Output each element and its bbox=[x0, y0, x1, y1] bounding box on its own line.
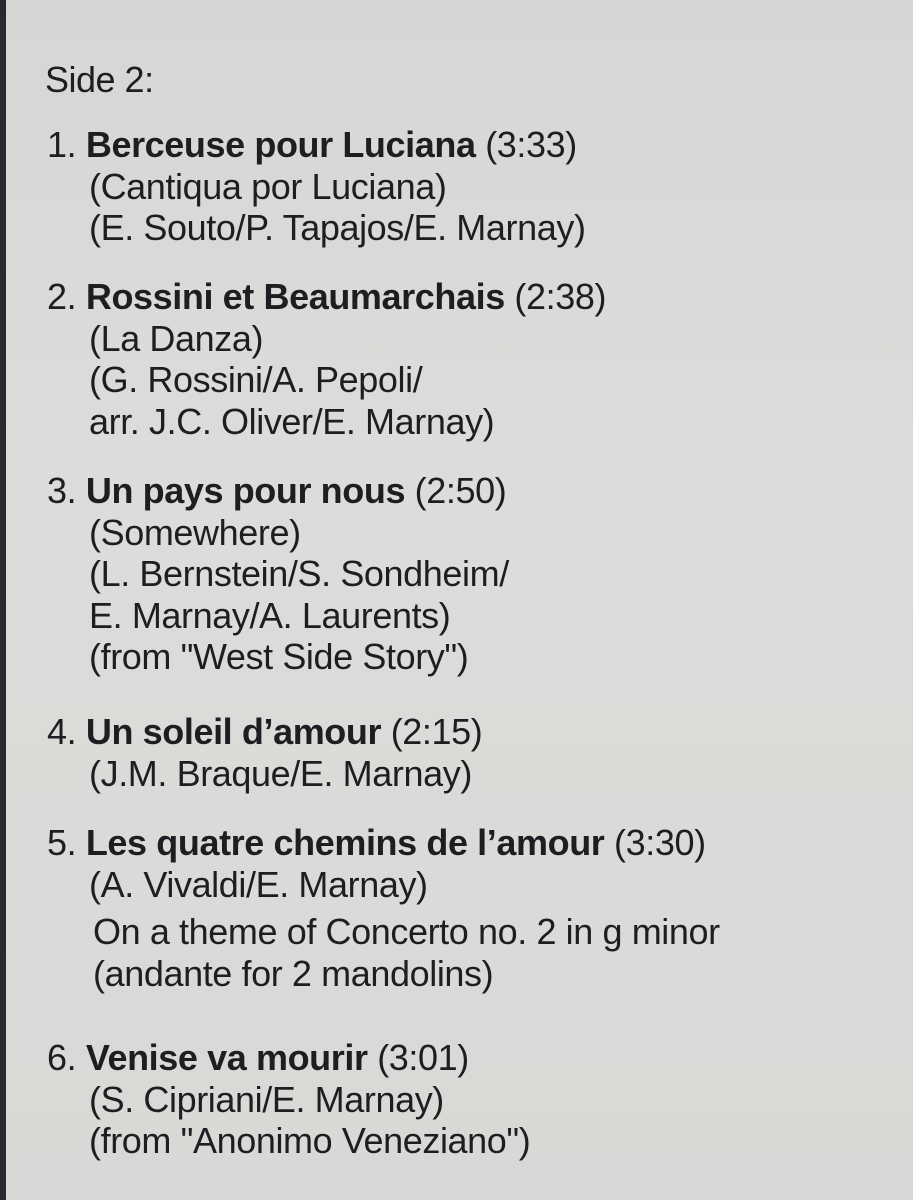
track-4 bbox=[47, 711, 482, 794]
track-note-line: On a theme of Concerto no. 2 in g minor bbox=[93, 911, 720, 952]
track-number: 1. bbox=[47, 124, 77, 165]
track-number: 6. bbox=[47, 1037, 77, 1078]
track-title: Les quatre chemins de l’amour bbox=[85, 822, 615, 863]
track-credit-line: (Cantiqua por Luciana) bbox=[89, 165, 447, 207]
track-duration: (3:30) bbox=[614, 822, 706, 863]
track-credit-line: E. Marnay/A. Laurents) bbox=[89, 594, 451, 636]
track-credit-line: (G. Rossini/A. Pepoli/ bbox=[89, 359, 423, 400]
side-heading: Side 2: bbox=[45, 59, 154, 100]
track-title: Venise va mourir bbox=[85, 1037, 378, 1078]
track-credit-line: (S. Cipriani/E. Marnay) bbox=[89, 1078, 444, 1120]
track-credit-line: (La Danza) bbox=[89, 317, 264, 359]
track-5 bbox=[47, 822, 720, 994]
track-1 bbox=[47, 124, 586, 249]
track-note-line: (andante for 2 mandolins) bbox=[93, 952, 494, 994]
track-credit-line: (J.M. Braque/E. Marnay) bbox=[89, 752, 472, 794]
track-2 bbox=[47, 276, 606, 442]
track-title: Rossini et Beaumarchais bbox=[85, 276, 515, 317]
page-edge bbox=[0, 0, 6, 1200]
track-title-line bbox=[47, 711, 482, 753]
track-duration: (3:01) bbox=[377, 1037, 469, 1078]
track-number: 3. bbox=[47, 470, 77, 511]
track-number: 4. bbox=[47, 711, 77, 752]
track-credit-line: (from "Anonimo Veneziano") bbox=[89, 1120, 531, 1161]
track-credit-line: (A. Vivaldi/E. Marnay) bbox=[89, 863, 428, 905]
track-3 bbox=[47, 470, 509, 678]
track-title-line bbox=[47, 124, 586, 166]
track-number: 5. bbox=[47, 822, 77, 863]
track-credit-line: (from "West Side Story") bbox=[89, 636, 469, 677]
track-duration: (2:15) bbox=[390, 711, 483, 752]
track-duration: (2:38) bbox=[514, 276, 607, 317]
track-6 bbox=[47, 1037, 530, 1162]
track-title: Un pays pour nous bbox=[85, 470, 415, 511]
track-number: 2. bbox=[47, 276, 77, 317]
track-credit-line: (E. Souto/P. Tapajos/E. Marnay) bbox=[89, 207, 586, 248]
track-title-line bbox=[47, 470, 509, 512]
track-duration: (2:50) bbox=[414, 470, 507, 511]
track-title: Berceuse pour Luciana bbox=[85, 124, 486, 165]
track-credit-line: (Somewhere) bbox=[89, 511, 301, 553]
track-title-line bbox=[47, 1037, 530, 1079]
track-title: Un soleil d’amour bbox=[85, 711, 391, 752]
track-title-line bbox=[47, 822, 720, 864]
track-title-line bbox=[47, 276, 606, 318]
track-duration: (3:33) bbox=[485, 124, 577, 165]
track-credit-line: (L. Bernstein/S. Sondheim/ bbox=[89, 553, 509, 594]
track-credit-line: arr. J.C. Oliver/E. Marnay) bbox=[89, 400, 495, 442]
